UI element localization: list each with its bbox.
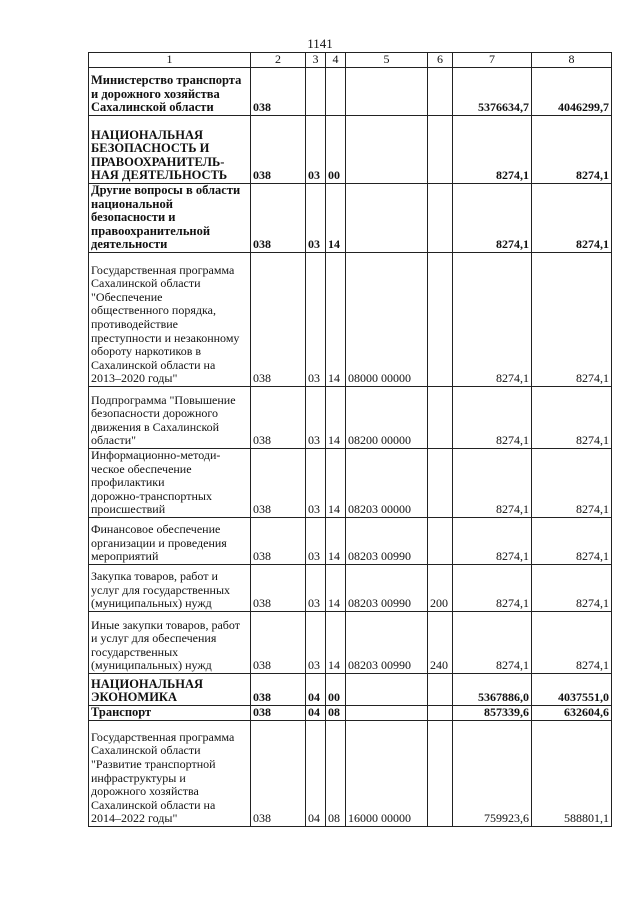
cell-amount-2021: 4046299,7: [532, 68, 612, 116]
cell-section: [306, 68, 326, 116]
table-row: [89, 705, 612, 720]
cell-subsection: 14: [326, 386, 346, 448]
cell-amount-2020: 5376634,7: [453, 68, 532, 116]
cell-amount-2020: 8274,1: [453, 517, 532, 564]
cell-section: 03: [306, 448, 326, 517]
table-row: [89, 184, 612, 253]
header-cell-4: 4: [326, 53, 346, 68]
cell-expense-type: [428, 673, 453, 705]
cell-amount-2020: 8274,1: [453, 611, 532, 673]
cell-amount-2021: 8274,1: [532, 564, 612, 611]
cell-subsection: 14: [326, 611, 346, 673]
header-cell-1: 1: [89, 53, 251, 68]
cell-amount-2020: 8274,1: [453, 116, 532, 184]
header-cell-7: 7: [453, 53, 532, 68]
cell-amount-2020: 8274,1: [453, 386, 532, 448]
cell-subsection: 08: [326, 720, 346, 826]
cell-expense-type: [428, 720, 453, 826]
cell-section: 04: [306, 705, 326, 720]
row-name: Информационно-методи- ческое обеспечение профилактики дорожно-транспортных происшествий: [89, 448, 251, 517]
table-row: [89, 116, 612, 184]
row-name: Государственная программа Сахалинской области "Обеспечение общественного порядка, противодействие преступности и незаконному обороту наркотиков в Сахалинской области на 2013–2020 годы": [89, 252, 251, 386]
cell-subsection: 14: [326, 184, 346, 253]
cell-section: 03: [306, 517, 326, 564]
cell-ministry-code: 038: [251, 705, 306, 720]
cell-ministry-code: 038: [251, 448, 306, 517]
row-name: Иные закупки товаров, работ и услуг для обеспечения государственных (муниципальных) нужд: [89, 611, 251, 673]
cell-target-article: 08203 00990: [346, 564, 428, 611]
cell-ministry-code: 038: [251, 564, 306, 611]
cell-ministry-code: 038: [251, 720, 306, 826]
cell-amount-2021: 8274,1: [532, 611, 612, 673]
cell-section: 03: [306, 252, 326, 386]
cell-expense-type: [428, 116, 453, 184]
cell-ministry-code: 038: [251, 517, 306, 564]
cell-ministry-code: 038: [251, 184, 306, 253]
cell-expense-type: [428, 517, 453, 564]
cell-section: 03: [306, 386, 326, 448]
cell-section: 03: [306, 611, 326, 673]
cell-amount-2020: 759923,6: [453, 720, 532, 826]
cell-subsection: 14: [326, 564, 346, 611]
cell-amount-2021: 8274,1: [532, 184, 612, 253]
cell-amount-2021: 632604,6: [532, 705, 612, 720]
cell-subsection: 14: [326, 252, 346, 386]
cell-amount-2021: 588801,1: [532, 720, 612, 826]
table-row: [89, 720, 612, 826]
cell-amount-2021: 8274,1: [532, 517, 612, 564]
cell-target-article: 08203 00000: [346, 448, 428, 517]
cell-target-article: [346, 673, 428, 705]
cell-ministry-code: 038: [251, 116, 306, 184]
cell-amount-2020: 5367886,0: [453, 673, 532, 705]
cell-target-article: 08200 00000: [346, 386, 428, 448]
table-header-row: [89, 53, 612, 68]
cell-section: 03: [306, 116, 326, 184]
cell-expense-type: 200: [428, 564, 453, 611]
cell-expense-type: [428, 705, 453, 720]
table-row: [89, 386, 612, 448]
cell-ministry-code: 038: [251, 611, 306, 673]
cell-section: 03: [306, 184, 326, 253]
cell-amount-2020: 8274,1: [453, 564, 532, 611]
cell-amount-2020: 857339,6: [453, 705, 532, 720]
cell-amount-2021: 4037551,0: [532, 673, 612, 705]
cell-subsection: 14: [326, 448, 346, 517]
budget-table: [88, 52, 612, 827]
cell-target-article: [346, 705, 428, 720]
cell-target-article: 08203 00990: [346, 517, 428, 564]
cell-amount-2020: 8274,1: [453, 448, 532, 517]
cell-expense-type: [428, 184, 453, 253]
row-name: Другие вопросы в области национальной безопасности и правоохранительной деятельности: [89, 184, 251, 253]
cell-amount-2020: 8274,1: [453, 184, 532, 253]
cell-section: 03: [306, 564, 326, 611]
cell-subsection: 08: [326, 705, 346, 720]
row-name: Транспорт: [89, 705, 251, 720]
cell-expense-type: 240: [428, 611, 453, 673]
cell-amount-2021: 8274,1: [532, 252, 612, 386]
cell-subsection: [326, 68, 346, 116]
cell-amount-2021: 8274,1: [532, 386, 612, 448]
cell-target-article: 08000 00000: [346, 252, 428, 386]
cell-target-article: [346, 184, 428, 253]
cell-subsection: 00: [326, 116, 346, 184]
cell-section: 04: [306, 720, 326, 826]
page-number: 1141: [307, 36, 333, 51]
cell-amount-2020: 8274,1: [453, 252, 532, 386]
table-row: [89, 68, 612, 116]
cell-section: 04: [306, 673, 326, 705]
row-name: Подпрограмма "Повышение безопасности дорожного движения в Сахалинской области": [89, 386, 251, 448]
header-cell-6: 6: [428, 53, 453, 68]
cell-ministry-code: 038: [251, 386, 306, 448]
cell-target-article: [346, 68, 428, 116]
row-name: Финансовое обеспечение организации и проведения мероприятий: [89, 517, 251, 564]
cell-target-article: 16000 00000: [346, 720, 428, 826]
header-cell-8: 8: [532, 53, 612, 68]
table-row: [89, 564, 612, 611]
table-row: [89, 448, 612, 517]
cell-expense-type: [428, 448, 453, 517]
table-row: [89, 517, 612, 564]
header-cell-5: 5: [346, 53, 428, 68]
cell-subsection: 14: [326, 517, 346, 564]
header-cell-2: 2: [251, 53, 306, 68]
cell-ministry-code: 038: [251, 252, 306, 386]
cell-amount-2021: 8274,1: [532, 448, 612, 517]
table-row: [89, 673, 612, 705]
cell-expense-type: [428, 68, 453, 116]
cell-ministry-code: 038: [251, 68, 306, 116]
row-name: НАЦИОНАЛЬНАЯ БЕЗОПАСНОСТЬ И ПРАВООХРАНИТЕЛЬ- НАЯ ДЕЯТЕЛЬНОСТЬ: [89, 116, 251, 184]
cell-target-article: [346, 116, 428, 184]
row-name: Закупка товаров, работ и услуг для государственных (муниципальных) нужд: [89, 564, 251, 611]
cell-expense-type: [428, 386, 453, 448]
cell-ministry-code: 038: [251, 673, 306, 705]
header-cell-3: 3: [306, 53, 326, 68]
cell-expense-type: [428, 252, 453, 386]
table-row: [89, 611, 612, 673]
cell-subsection: 00: [326, 673, 346, 705]
table-row: [89, 252, 612, 386]
row-name: НАЦИОНАЛЬНАЯ ЭКОНОМИКА: [89, 673, 251, 705]
cell-target-article: 08203 00990: [346, 611, 428, 673]
cell-amount-2021: 8274,1: [532, 116, 612, 184]
row-name: Государственная программа Сахалинской области "Развитие транспортной инфраструктуры и дорожного хозяйства Сахалинской области на 2014–2022 годы": [89, 720, 251, 826]
row-name: Министерство транспорта и дорожного хозяйства Сахалинской области: [89, 68, 251, 116]
